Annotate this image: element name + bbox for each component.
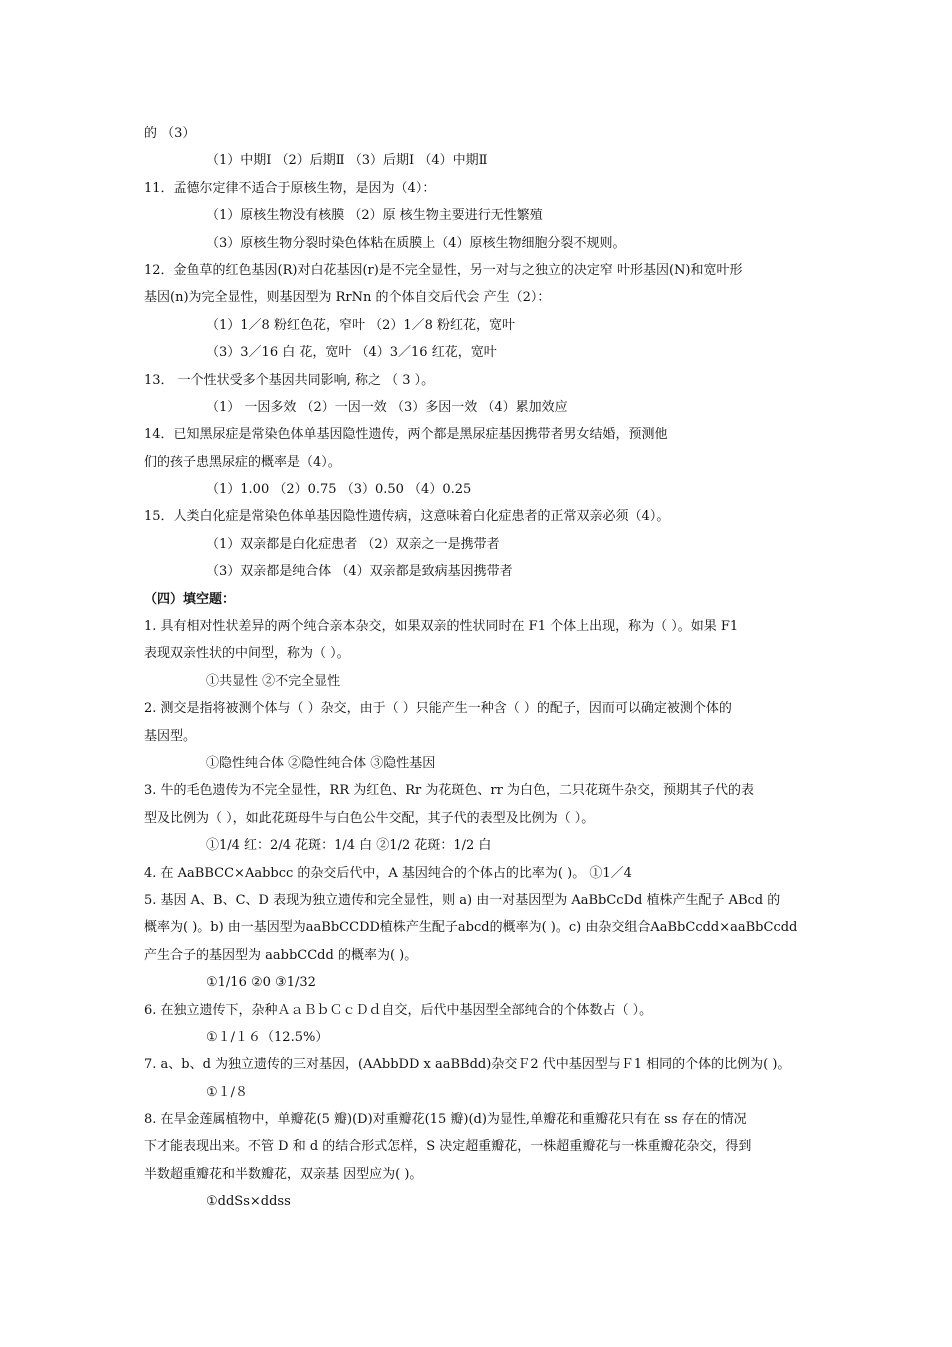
question-text-line: 11．孟德尔定律不适合于原核生物，是因为（4）： <box>144 180 436 196</box>
answer-option-line: ①１/８ <box>206 1084 249 1100</box>
answer-option-line: （1）1／8 粉红色花，窄叶 （2）1／8 粉红花，宽叶 <box>206 317 516 333</box>
answer-option-line: （3）3／16 白 花，宽叶 （4）3／16 红花，宽叶 <box>206 345 497 361</box>
answer-option-line: ①隐性纯合体 ②隐性纯合体 ③隐性基因 <box>206 755 436 771</box>
question-text-line: 下才能表现出来。不管 D 和 d 的结合形式怎样，S 决定超重瓣花，一株超重瓣花与一株重瓣花杂交，得到 <box>144 1139 752 1155</box>
answer-option-line: （3）原核生物分裂时染色体粘在质膜上（4）原核生物细胞分裂不规则。 <box>206 235 626 251</box>
answer-option-line: （1）1.00 （2）0.75 （3）0.50 （4）0.25 <box>206 482 472 498</box>
question-text-line: 们的孩子患黑尿症的概率是（4）。 <box>144 454 341 470</box>
question-text-line: 概率为( )。b) 由一基因型为aaBbCCDD植株产生配子abcd的概率为( )。c) 由杂交组合AaBbCcdd×aaBbCcdd <box>144 920 798 936</box>
answer-option-line: ①１/１６（12.5%） <box>206 1029 329 1045</box>
question-text-line: 基因(n)为完全显性，则基因型为 RrNn 的个体自交后代会 产生（2）： <box>144 290 551 306</box>
question-text-line: 产生合子的基因型为 aabbCCdd 的概率为( )。 <box>144 947 418 963</box>
answer-option-line: （1） 一因多效 （2）一因一效 （3）多因一效 （4）累加效应 <box>206 399 568 415</box>
answer-option-line: （1）双亲都是白化症患者 （2）双亲之一是携带者 <box>206 536 500 552</box>
answer-option-line: ①1/4 红：2/4 花斑：1/4 白 ②1/2 花斑：1/2 白 <box>206 838 492 854</box>
question-text-line: 12．金鱼草的红色基因(R)对白花基因(r)是不完全显性，另一对与之独立的决定窄 叶形基因(N)和宽叶形 <box>144 262 743 278</box>
question-text-line: 3. 牛的毛色遗传为不完全显性，RR 为红色、Rr 为花斑色、rr 为白色，二只花斑牛杂交，预期其子代的表 <box>144 783 754 799</box>
question-text-line: 表现双亲性状的中间型，称为（ ）。 <box>144 646 350 662</box>
question-text-line: 的 （3） <box>144 126 196 141</box>
question-text-line: 5. 基因 A、B、C、D 表现为独立遗传和完全显性，则 a) 由一对基因型为 AaBbCcDd 植株产生配子 ABcd 的 <box>144 892 781 908</box>
answer-option-line: ①ddSs×ddss <box>206 1194 291 1210</box>
question-text-line: 6. 在独立遗传下，杂种ＡａＢｂＣｃＤｄ自交，后代中基因型全部纯合的个体数占（ ）。 <box>144 1002 653 1018</box>
question-text-line: 13． 一个性状受多个基因共同影响, 称之 （ 3 ）。 <box>144 372 435 388</box>
answer-option-line: （1）原核生物没有核膜 （2）原 核生物主要进行无性繁殖 <box>206 208 543 224</box>
answer-option-line: ①1/16 ②0 ③1/32 <box>206 975 316 991</box>
question-text-line: 4. 在 AaBBCC×Aabbcc 的杂交后代中，A 基因纯合的个体占的比率为( )。 ①1／4 <box>144 865 632 881</box>
answer-option-line: （3）双亲都是纯合体 （4）双亲都是致病基因携带者 <box>206 564 513 580</box>
question-text-line: 15．人类白化症是常染色体单基因隐性遗传病，这意味着白化症患者的正常双亲必须（4）。 <box>144 509 670 525</box>
answer-option-line: ①共显性 ②不完全显性 <box>206 673 341 689</box>
section-heading: （四）填空题： <box>144 591 236 607</box>
answer-option-line: （1）中期Ⅰ （2）后期Ⅱ （3）后期Ⅰ （4）中期Ⅱ <box>206 153 488 169</box>
question-text-line: 基因型。 <box>144 728 197 744</box>
question-text-line: 7. a、b、d 为独立遗传的三对基因，(AAbbDD x aaBBdd)杂交Ｆ2 代中基因型与Ｆ1 相同的个体的比例为( )。 <box>144 1057 791 1073</box>
question-text-line: 型及比例为（ ），如此花斑母牛与白色公牛交配，其子代的表型及比例为（ ）。 <box>144 810 595 826</box>
question-text-line: 2. 测交是指将被测个体与（ ）杂交，由于（ ）只能产生一种含（ ）的配子，因而可以确定被测个体的 <box>144 701 732 717</box>
question-text-line: 1. 具有相对性状差异的两个纯合亲本杂交，如果双亲的性状同时在 F1 个体上出现，称为（ ）。如果 F1 <box>144 619 739 635</box>
document-body <box>144 120 814 1216</box>
question-text-line: 8. 在旱金莲属植物中，单瓣花(5 瓣)(D)对重瓣花(15 瓣)(d)为显性,单瓣花和重瓣花只有在 ss 存在的情况 <box>144 1112 747 1128</box>
question-text-line: 半数超重瓣花和半数瓣花，双亲基 因型应为( )。 <box>144 1166 423 1182</box>
question-text-line: 14．已知黑尿症是常染色体单基因隐性遗传，两个都是黑尿症基因携带者男女结婚，预测他 <box>144 427 668 443</box>
